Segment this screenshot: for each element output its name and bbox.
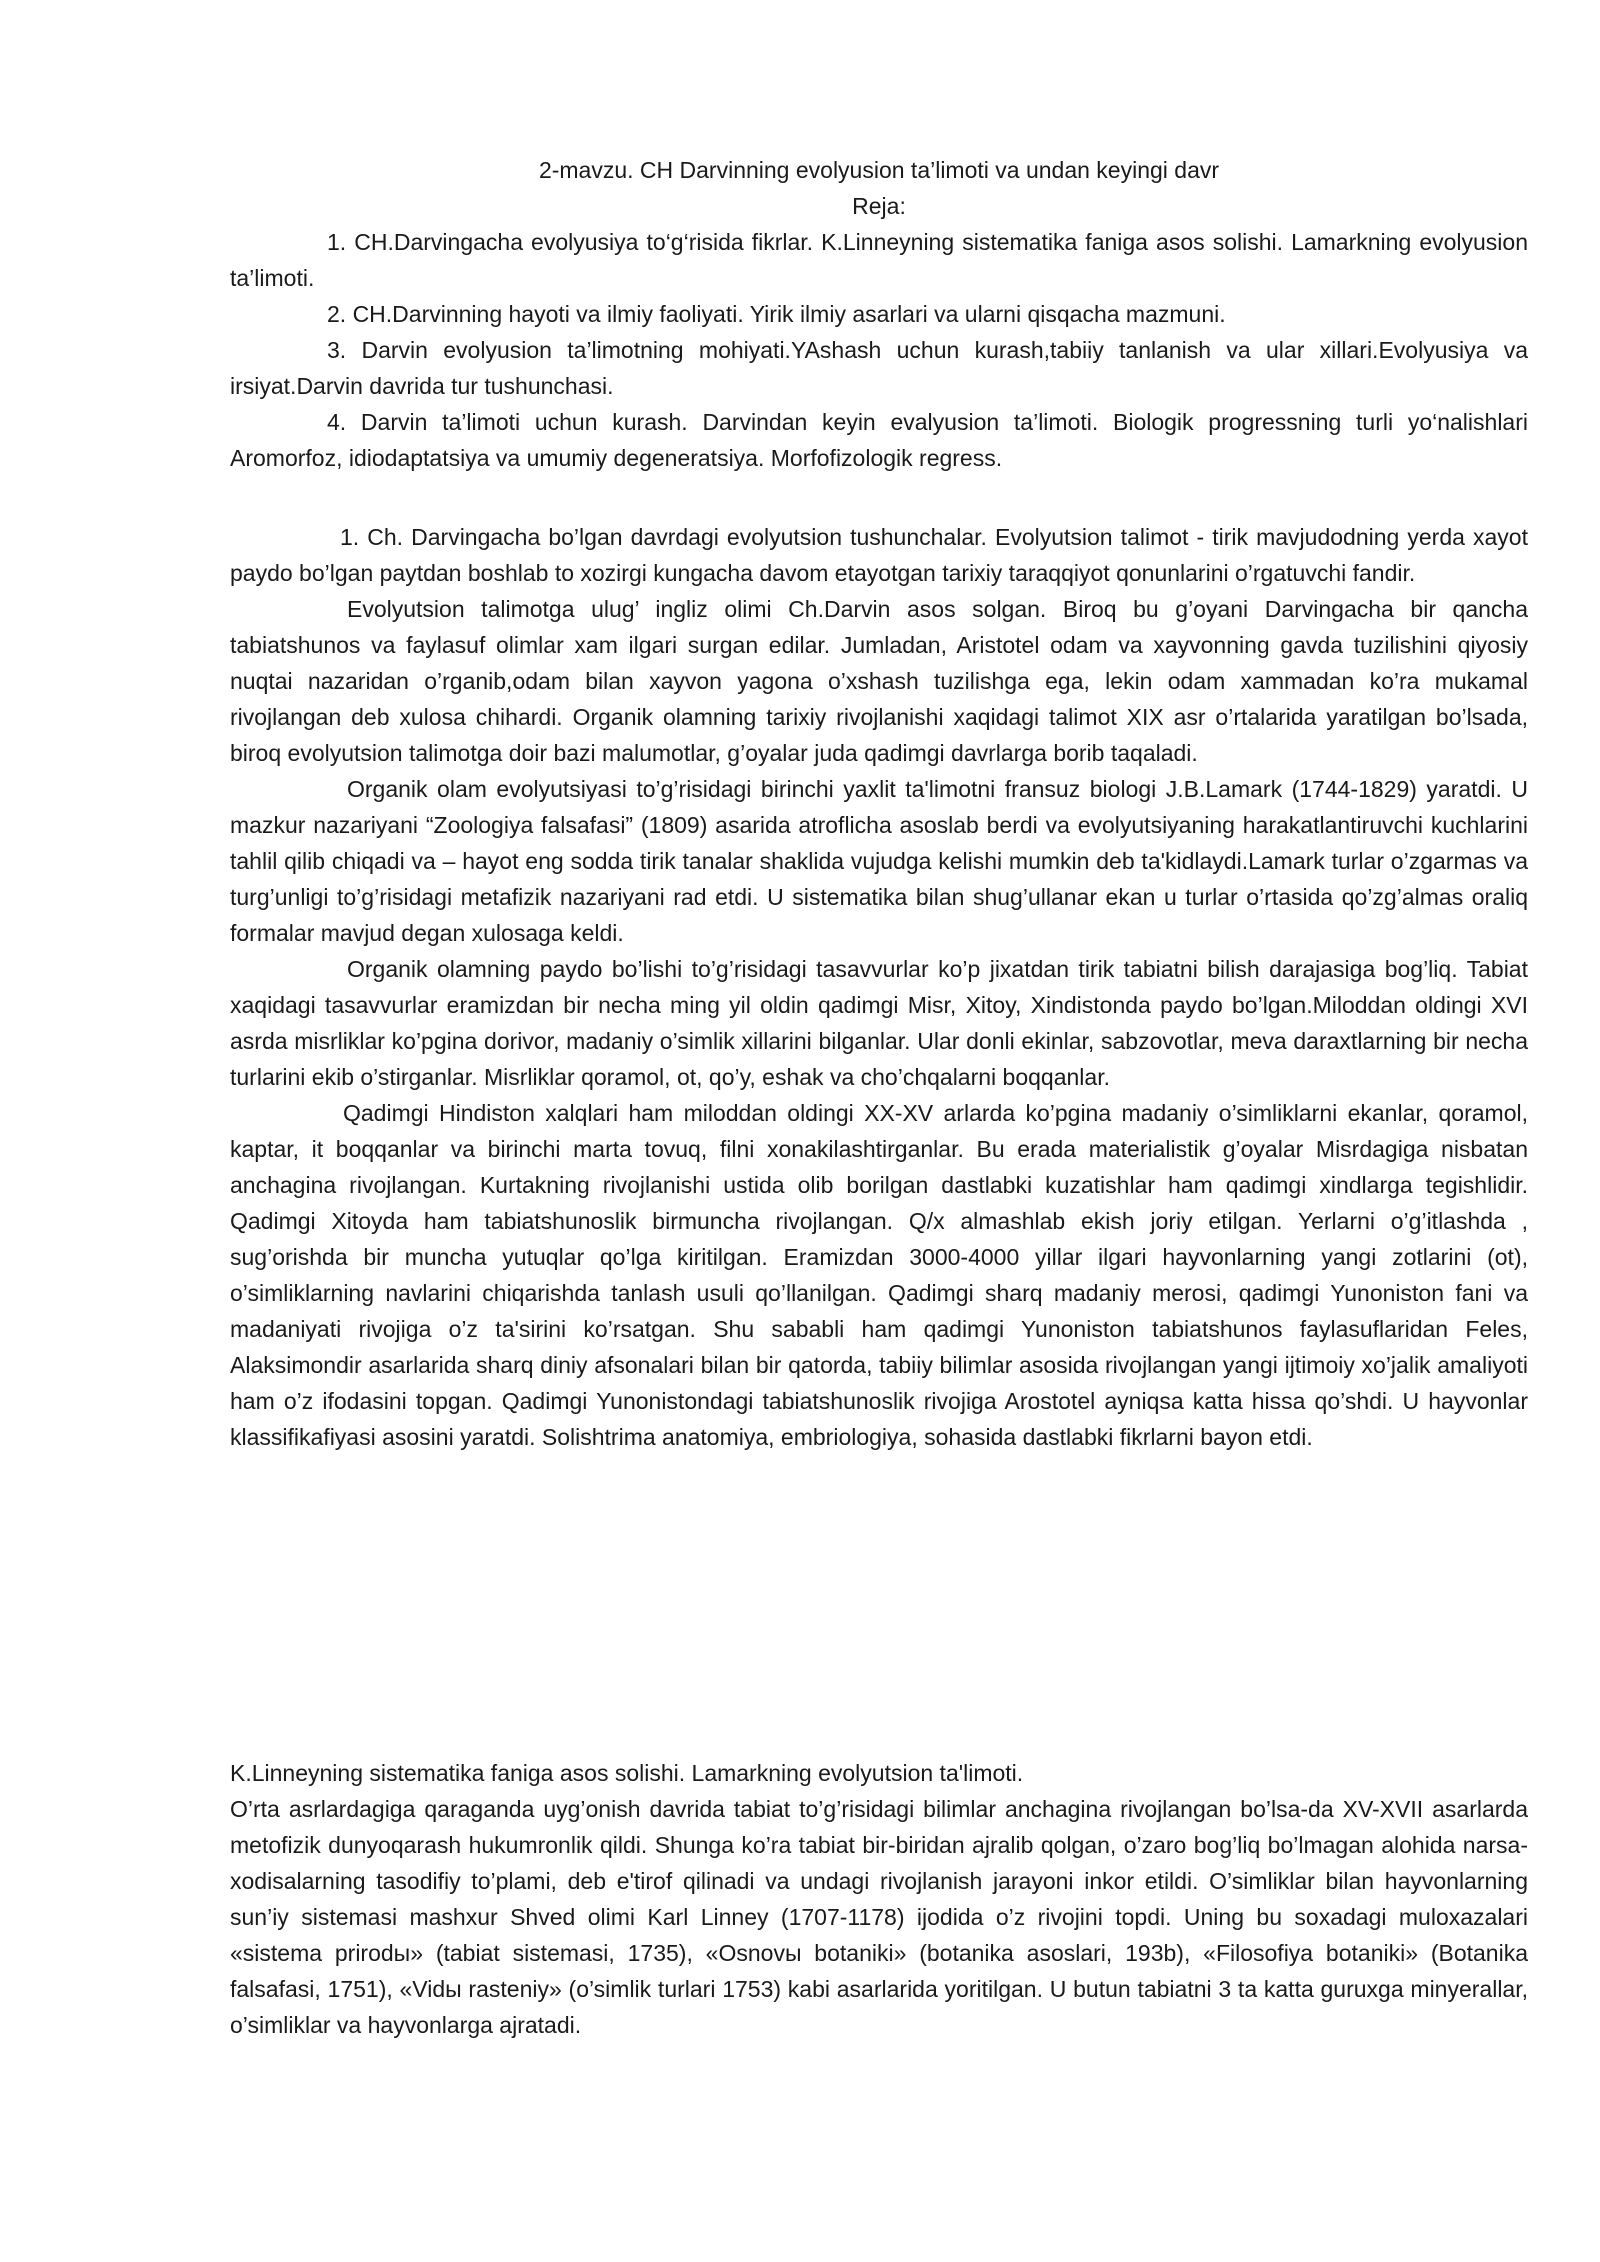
section-paragraph: Evolyutsion talimotga ulug’ ingliz olimi Ch.Darvin asos solgan. Biroq bu g’oyani Darvingacha bir qancha tabiatshunos va faylasuf olimlar xam ilgari surgan edilar. Jumladan, Aristotel odam va xayvonning gavda tuzilishini qiyosiy nuqtai nazaridan o’rganib,odam bilan xayvon yagona o’xshash tuzilishga ega, lekin odam xammadan ko’ra mukamal rivojlangan deb xulosa chihardi. Organik olamning tarixiy rivojlanishi xaqidagi talimot XIX asr o’rtalarida yaratilgan bo’lsada, biroq evolyutsion talimotga doir bazi malumotlar, g’oyalar juda qadimgi davrlarga borib taqaladi.: [230, 596, 1528, 766]
subsection-heading: K.Linneyning sistematika faniga asos solishi. Lamarkning evolyutsion ta'limoti.: [230, 1760, 1024, 1786]
plan-heading-text: Reja:: [852, 193, 906, 219]
section-paragraph: Organik olam evolyutsiyasi to’g’risidagi birinchi yaxlit ta'limotni fransuz biologi J.B.Lamark (1744-1829) yaratdi. U mazkur nazariyani “Zoologiya falsafasi” (1809) asarida atroflicha asoslab berdi va evolyutsiyaning harakatlantiruvchi kuchlarini tahlil qilib chiqadi va – hayot eng sodda tirik tanalar shaklida vujudga kelishi mumkin deb ta'kidlaydi.Lamark turlar o’zgarmas va turg’unligi to’g’risidagi metafizik nazariyani rad etdi. U sistematika bilan shug’ullanar ekan u turlar o’rtasida qo’zg’almas oraliq formalar mavjud degan xulosaga keldi.: [230, 776, 1528, 946]
plan-item: 4. Darvin ta’limoti uchun kurash. Darvindan keyin evalyusion ta’limoti. Biologik progressning turli yo‘nalishlari Aromorfoz, idiodaptatsiya va umumiy degeneratsiya. Morfofizologik regress.: [230, 409, 1528, 471]
section-1-body: [230, 519, 1528, 1455]
plan-item: 1. CH.Darvingacha evolyusiya to‘g‘risida fikrlar. K.Linneyning sistematika faniga asos solishi. Lamarkning evolyusion ta’limoti.: [230, 229, 1528, 291]
section-paragraph: Qadimgi Hindiston xalqlari ham miloddan oldingi XX-XV arlarda ko’pgina madaniy o’simliklarni ekanlar, qoramol, kaptar, it boqqanlar va birinchi marta tovuq, filni xonakilashtirganlar. Bu erada materialistik g’oyalar Misrdagiga nisbatan anchagina rivojlangan. Kurtakning rivojlanishi ustida olib borilgan dastlabki kuzatishlar ham qadimgi xindlarga tegishlidir. Qadimgi Xitoyda ham tabiatshunoslik birmuncha rivojlangan. Q/x almashlab ekish joriy etilgan. Yerlarni o’g’itlashda , sug’orishda bir muncha yutuqlar qo’lga kiritilgan. Eramizdan 3000-4000 yillar ilgari hayvonlarning yangi zotlarini (ot), o’simliklarning navlarini chiqarishda tanlash usuli qo’llanilgan. Qadimgi sharq madaniy merosi, qadimgi Yunoniston fani va madaniyati rivojiga o’z ta'sirini ko’rsatgan. Shu sababli ham qadimgi Yunoniston tabiatshunos faylasuflaridan Feles, Alaksimondir asarlarida sharq diniy afsonalari bilan bir qatorda, tabiiy bilimlar asosida rivojlangan yangi ijtimoiy xo’jalik amaliyoti ham o’z ifodasini topgan. Qadimgi Yunonistondagi tabiatshunoslik rivojiga Arostotel ayniqsa katta hissa qo’shdi. U hayvonlar klassifikafiyasi asosini yaratdi. Solishtrima anatomiya, embriologiya, sohasida dastlabki fikrlarni bayon etdi.: [230, 1100, 1528, 1450]
plan-item: 3. Darvin evolyusion ta’limotning mohiyati.YAshash uchun kurash,tabiiy tanlanish va ular xillari.Evolyusiya va irsiyat.Darvin davrida tur tushunchasi.: [230, 337, 1528, 399]
subsection-paragraph: O’rta asrlardagiga qaraganda uyg’onish davrida tabiat to’g’risidagi bilimlar anchagina rivojlangan bo’lsa-da XV-XVII asarlarda metofizik dunyoqarash hukumronlik qildi. Shunga ko’ra tabiat bir-biridan ajralib qolgan, o’zaro bog’liq bo’lmagan alohida narsa-xodisalarning tasodifiy to’plami, deb e'tirof qilinadi va undagi rivojlanish jarayoni inkor etildi. O’simliklar bilan hayvonlarning sun’iy sistemasi mashxur Shved olimi Karl Linney (1707-1178) ijodida o’z rivojini topdi. Uning bu soxadagi muloxazalari «sistema prirodы» (tabiat sistemasi, 1735), «Osnovы botaniki» (botanika asoslari, 193b), «Filosofiya botaniki» (Botanika falsafasi, 1751), «Vidы rasteniy» (o’simlik turlari 1753) kabi asarlarida yoritilgan. U butun tabiatni 3 ta katta guruxga minyerallar, o’simliklar va hayvonlarga ajratadi.: [230, 1796, 1528, 2038]
subsection: [230, 1755, 1528, 2043]
document-title: [230, 152, 1528, 188]
section-paragraph: Organik olamning paydo bo’lishi to’g’risidagi tasavvurlar ko’p jixatdan tirik tabiatni bilish darajasiga bog’liq. Tabiat xaqidagi tasavvurlar eramizdan bir necha ming yil oldin qadimgi Misr, Xitoy, Xindistonda paydo bo’lgan.Miloddan oldingi XVI asrda misrliklar ko’pgina dorivor, madaniy o’simlik xillarini bilganlar. Ular donli ekinlar, sabzovotlar, meva daraxtlarning bir necha turlarini ekib o’stirganlar. Misrliklar qoramol, ot, qo’y, eshak va cho’chqalarni boqqanlar.: [230, 956, 1528, 1090]
title-text: 2-mavzu. CH Darvinning evolyusion ta’limoti va undan keyingi davr: [538, 157, 1220, 183]
plan-heading: [230, 188, 1528, 224]
plan-item: 2. CH.Darvinning hayoti va ilmiy faoliyati. Yirik ilmiy asarlari va ularni qisqacha mazmuni.: [327, 301, 1226, 327]
plan-list: [230, 224, 1528, 476]
section-paragraph: 1. Ch. Darvingacha bo’lgan davrdagi evolyutsion tushunchalar. Evolyutsion talimot - tirik mavjudodning yerda xayot paydo bo’lgan paytdan boshlab to xozirgi kungacha davom etayotgan tarixiy taraqqiyot qonunlarini o’rgatuvchi fandir.: [230, 524, 1528, 586]
